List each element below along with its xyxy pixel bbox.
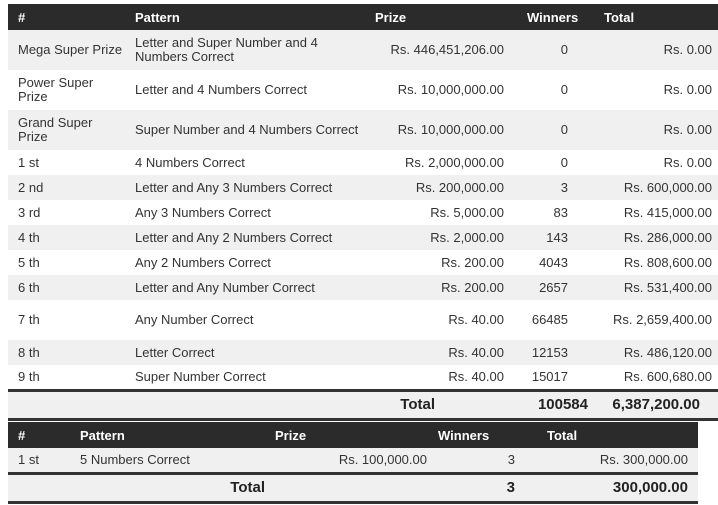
cell-total: Rs. 808,600.00 [594, 250, 718, 275]
cell-total: Rs. 0.00 [594, 150, 718, 175]
col-header-winners: Winners [438, 427, 490, 443]
cell-total: Rs. 486,120.00 [594, 340, 718, 365]
col-header-winners: Winners [527, 9, 579, 25]
cell-total: Rs. 286,000.00 [594, 225, 718, 250]
prize-table-main [8, 4, 718, 421]
col-header-num: # [18, 9, 26, 25]
cell-num: 4 th [8, 225, 124, 250]
cell-pattern: 5 Numbers Correct [70, 448, 265, 473]
table-row [8, 150, 718, 175]
cell-winners: 0 [516, 150, 594, 175]
table-row [8, 365, 718, 390]
cell-prize: Rs. 200,000.00 [369, 175, 516, 200]
cell-total: Rs. 0.00 [594, 70, 718, 110]
prize-table-secondary [8, 422, 698, 504]
total-label: Total [70, 473, 265, 502]
cell-num: 7 th [8, 300, 124, 340]
total-amount: 6,387,200.00 [594, 390, 718, 419]
cell-total: Rs. 600,000.00 [594, 175, 718, 200]
cell-prize: Rs. 2,000,000.00 [369, 150, 516, 175]
cell-pattern: Letter and Any Number Correct [124, 275, 369, 300]
table-row [8, 225, 718, 250]
table-row [8, 250, 718, 275]
total-label: Total [369, 390, 516, 419]
cell-prize: Rs. 40.00 [369, 300, 516, 340]
cell-num: Mega Super Prize [8, 30, 124, 70]
cell-num: 8 th [8, 340, 124, 365]
table-row [8, 110, 718, 150]
cell-prize: Rs. 40.00 [369, 340, 516, 365]
cell-winners: 12153 [516, 340, 594, 365]
cell-pattern: Any 3 Numbers Correct [124, 200, 369, 225]
col-header-prize: Prize [275, 427, 307, 443]
cell-pattern: Letter Correct [124, 340, 369, 365]
col-header-pattern: Pattern [135, 9, 180, 25]
cell-prize: Rs. 446,451,206.00 [369, 30, 516, 70]
cell-num: 1 st [8, 150, 124, 175]
cell-pattern: Super Number and 4 Numbers Correct [124, 110, 369, 150]
col-header-total: Total [547, 427, 578, 443]
table-total-row [8, 390, 718, 419]
cell-prize: Rs. 10,000,000.00 [369, 110, 516, 150]
table-row [8, 275, 718, 300]
total-winners: 100584 [516, 390, 594, 419]
cell-winners: 15017 [516, 365, 594, 390]
total-amount: 300,000.00 [539, 473, 698, 502]
cell-num: 9 th [8, 365, 124, 390]
cell-num: Grand Super Prize [8, 110, 124, 150]
table-row [8, 340, 718, 365]
cell-winners: 143 [516, 225, 594, 250]
cell-winners: 0 [516, 30, 594, 70]
cell-winners: 3 [427, 448, 539, 473]
cell-total: Rs. 415,000.00 [594, 200, 718, 225]
table-header-row [8, 4, 718, 30]
cell-total: Rs. 531,400.00 [594, 275, 718, 300]
cell-total: Rs. 600,680.00 [594, 365, 718, 390]
cell-prize: Rs. 10,000,000.00 [369, 70, 516, 110]
cell-pattern: Letter and 4 Numbers Correct [124, 70, 369, 110]
table-row [8, 448, 698, 473]
cell-pattern: Any Number Correct [124, 300, 369, 340]
col-header-num: # [18, 427, 26, 443]
cell-prize: Rs. 5,000.00 [369, 200, 516, 225]
cell-prize: Rs. 100,000.00 [265, 448, 427, 473]
table-row [8, 300, 718, 340]
cell-prize: Rs. 200.00 [369, 250, 516, 275]
cell-pattern: Letter and Any 2 Numbers Correct [124, 225, 369, 250]
cell-pattern: 4 Numbers Correct [124, 150, 369, 175]
cell-prize: Rs. 40.00 [369, 365, 516, 390]
cell-winners: 4043 [516, 250, 594, 275]
cell-total: Rs. 300,000.00 [539, 448, 698, 473]
cell-num: Power Super Prize [8, 70, 124, 110]
table-row [8, 30, 718, 70]
cell-num: 2 nd [8, 175, 124, 200]
cell-pattern: Letter and Any 3 Numbers Correct [124, 175, 369, 200]
table-header-row [8, 422, 698, 448]
cell-winners: 0 [516, 110, 594, 150]
cell-winners: 3 [516, 175, 594, 200]
cell-total: Rs. 0.00 [594, 110, 718, 150]
cell-num: 5 th [8, 250, 124, 275]
table-row [8, 200, 718, 225]
table-row [8, 175, 718, 200]
cell-prize: Rs. 2,000.00 [369, 225, 516, 250]
cell-pattern: Super Number Correct [124, 365, 369, 390]
cell-winners: 0 [516, 70, 594, 110]
table-row [8, 70, 718, 110]
cell-winners: 83 [516, 200, 594, 225]
cell-pattern: Letter and Super Number and 4 Numbers Correct [124, 30, 369, 70]
table-total-row [8, 473, 698, 502]
cell-num: 6 th [8, 275, 124, 300]
cell-total: Rs. 0.00 [594, 30, 718, 70]
cell-winners: 2657 [516, 275, 594, 300]
col-header-total: Total [604, 9, 635, 25]
cell-prize: Rs. 200.00 [369, 275, 516, 300]
total-winners: 3 [427, 473, 539, 502]
cell-winners: 66485 [516, 300, 594, 340]
col-header-prize: Prize [375, 9, 407, 25]
cell-total: Rs. 2,659,400.00 [594, 300, 718, 340]
col-header-pattern: Pattern [80, 427, 125, 443]
cell-num: 3 rd [8, 200, 124, 225]
cell-num: 1 st [8, 448, 70, 473]
cell-pattern: Any 2 Numbers Correct [124, 250, 369, 275]
